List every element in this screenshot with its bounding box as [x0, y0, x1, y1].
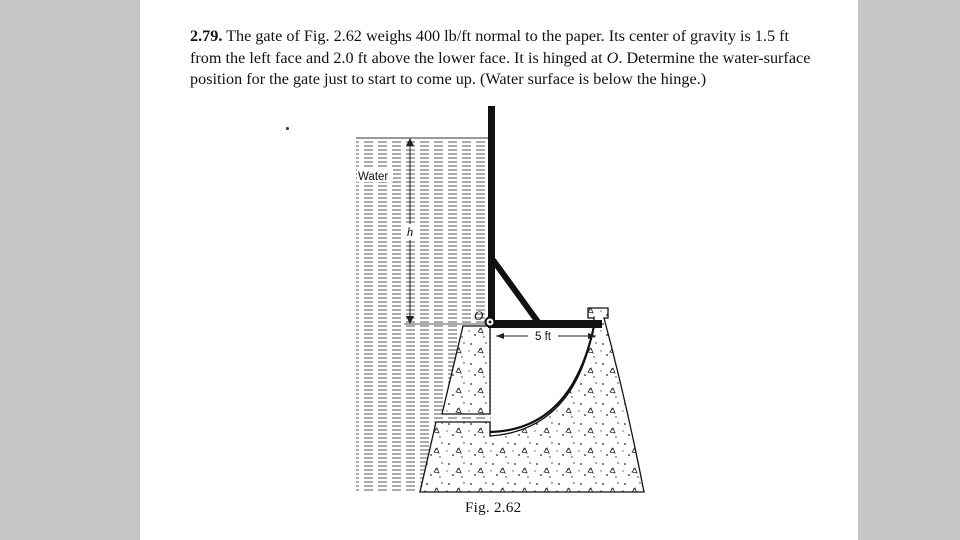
textbook-page: [140, 0, 858, 540]
hinge-letter: O: [606, 48, 619, 67]
figure-caption: Fig. 2.62: [465, 500, 522, 516]
width-label: 5 ft: [535, 331, 551, 343]
gate-horizontal-leaf: [488, 320, 602, 328]
problem-number: 2.79.: [190, 27, 223, 46]
problem-statement: [190, 26, 820, 91]
gate-brace: [493, 260, 538, 322]
problem-text-part2: . Determine the water-surface position for the gate just to start to come up. (Water surface is below the hinge.): [190, 48, 811, 89]
gate-figure: [336, 100, 806, 500]
width-arrow-left: [496, 333, 504, 339]
depth-label-h: h: [406, 224, 414, 239]
stray-mark: [286, 127, 289, 130]
hinge-label-O: O: [474, 308, 484, 323]
water-label: Water: [358, 171, 389, 183]
problem-text-part1: The gate of Fig. 2.62 weighs 400 lb/ft normal to the paper. Its center of gravity is 1.5 ft from the left face and 2.0 ft above the lower face. It is hinged at: [190, 27, 789, 67]
gate-vertical-leaf: [488, 106, 495, 326]
